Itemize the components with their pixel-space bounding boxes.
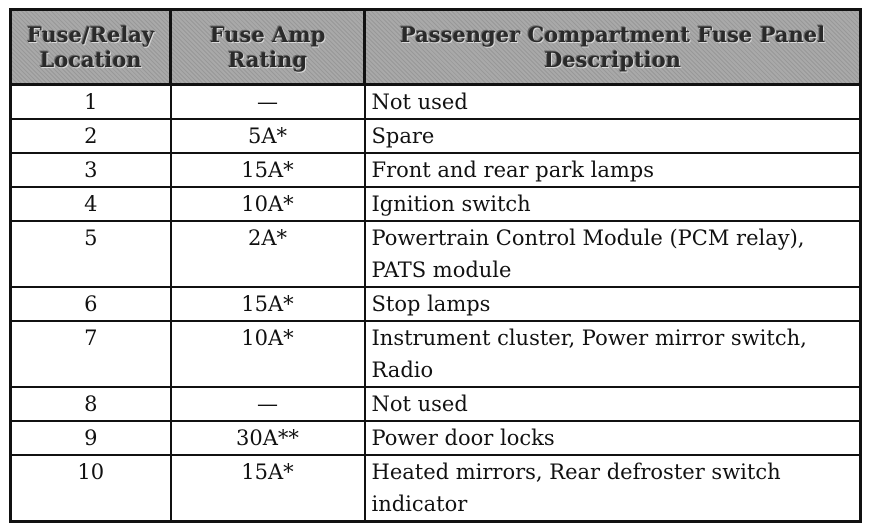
table-row: [11, 421, 861, 455]
description-line: Stop lamps: [371, 292, 491, 316]
table-header: [11, 10, 861, 85]
table-row: [11, 119, 861, 153]
amp-cell: 10A*: [171, 187, 365, 221]
description-line: Powertrain Control Module (PCM relay),: [371, 226, 805, 250]
table-row: [11, 187, 861, 221]
description-line: Not used: [371, 392, 468, 416]
header-description: [365, 10, 861, 85]
fuse-panel-table: [9, 8, 862, 523]
description-line: Spare: [371, 124, 435, 148]
table-row: [11, 85, 861, 120]
location-cell: 9: [11, 421, 171, 455]
description-line: Front and rear park lamps: [371, 158, 655, 182]
header-amp-line1: Fuse Amp: [209, 22, 326, 47]
description-cell: [365, 187, 861, 221]
header-description-line2: Description: [544, 47, 681, 72]
location-cell: 4: [11, 187, 171, 221]
amp-cell: 5A*: [171, 119, 365, 153]
description-cell: [365, 287, 861, 321]
amp-cell: —: [171, 85, 365, 120]
description-cell: [365, 321, 861, 387]
description-line: PATS module: [371, 258, 512, 282]
description-line: Ignition switch: [371, 192, 531, 216]
description-line: Heated mirrors, Rear defroster switch: [371, 460, 781, 484]
amp-cell: 30A**: [171, 421, 365, 455]
header-row: [11, 10, 861, 85]
amp-cell: —: [171, 387, 365, 421]
header-description-line1: Passenger Compartment Fuse Panel: [399, 22, 826, 47]
location-cell: 10: [11, 455, 171, 522]
table-row: [11, 221, 861, 287]
amp-cell: 2A*: [171, 221, 365, 287]
header-amp-line2: Rating: [227, 47, 308, 72]
location-cell: 8: [11, 387, 171, 421]
location-cell: 7: [11, 321, 171, 387]
table-body: [11, 85, 861, 522]
amp-cell: 10A*: [171, 321, 365, 387]
table-row: [11, 287, 861, 321]
header-location-line1: Fuse/Relay: [26, 22, 155, 47]
location-cell: 6: [11, 287, 171, 321]
description-line: Not used: [371, 90, 468, 114]
description-cell: [365, 421, 861, 455]
description-cell: [365, 153, 861, 187]
description-cell: [365, 119, 861, 153]
description-cell: [365, 85, 861, 120]
amp-cell: 15A*: [171, 455, 365, 522]
table-row: [11, 153, 861, 187]
table-row: [11, 455, 861, 522]
description-line: Power door locks: [371, 426, 555, 450]
description-cell: [365, 455, 861, 522]
location-cell: 1: [11, 85, 171, 120]
header-location-line2: Location: [39, 47, 142, 72]
description-line: Instrument cluster, Power mirror switch,: [371, 326, 807, 350]
location-cell: 5: [11, 221, 171, 287]
description-line: Radio: [371, 358, 434, 382]
description-line: indicator: [371, 492, 468, 516]
header-amp-rating: [171, 10, 365, 85]
description-cell: [365, 387, 861, 421]
header-location: [11, 10, 171, 85]
amp-cell: 15A*: [171, 287, 365, 321]
table-row: [11, 321, 861, 387]
description-cell: [365, 221, 861, 287]
location-cell: 2: [11, 119, 171, 153]
table-row: [11, 387, 861, 421]
amp-cell: 15A*: [171, 153, 365, 187]
location-cell: 3: [11, 153, 171, 187]
